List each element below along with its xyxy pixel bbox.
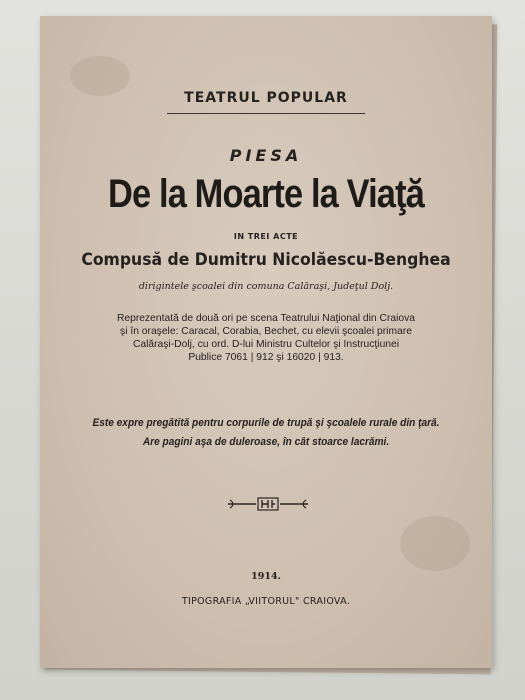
paper-stain (400, 516, 470, 571)
series-name: TEATRUL POPULAR (184, 90, 348, 106)
performance-line: şi în oraşele: Caracal, Corabia, Bechet, cu elevii şcoalei primare (120, 326, 412, 337)
genre-label: PIESA (229, 146, 303, 165)
performance-notice (82, 312, 450, 364)
publication-year: 1914. (251, 571, 281, 582)
performance-line: Publice 7061 | 912 şi 16020 | 913. (188, 352, 344, 363)
printer-imprint: TIPOGRAFIA „VIITORUL" CRAIOVA. (181, 596, 351, 607)
series-underline (167, 113, 365, 114)
performance-line: Calăraşi-Dolj, cu ord. D-lui Ministru Cultelor şi Instrucţiunei (132, 339, 400, 350)
ornament-icon (228, 497, 308, 511)
performance-line: Reprezentată de două ori pe scena Teatrului Naţional din Craiova (116, 313, 416, 324)
play-title: De la Moarte la Viaţă (108, 172, 424, 216)
author-line: Compusă de Dumitru Nicolăescu-Benghea (81, 250, 451, 270)
description-note (58, 414, 474, 452)
note-line: Are pagini aşa de duleroase, în cât stoarce lacrămi. (142, 436, 390, 448)
book-cover (40, 16, 492, 668)
note-line: Este expre pregătită pentru corpurile de trupă şi şcoalele rurale din ţară. (92, 417, 440, 429)
author-position: dirigintele şcoalei din comuna Calăraşi, Judeţul Dolj. (138, 281, 394, 292)
acts-label: IN TREI ACTE (233, 232, 299, 241)
